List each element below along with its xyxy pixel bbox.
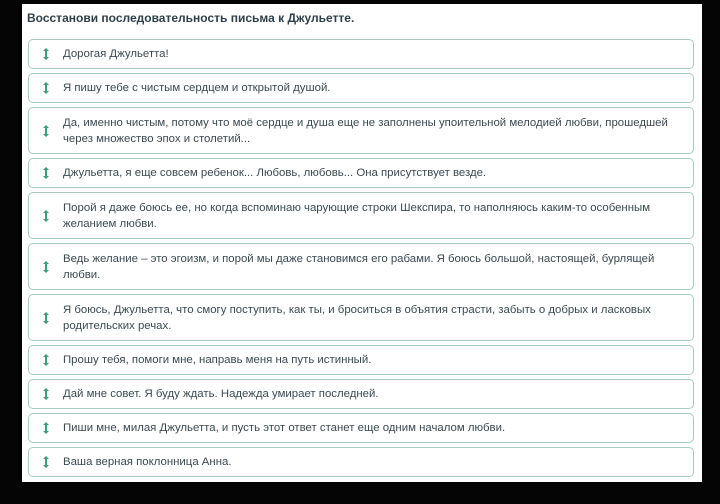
item-text: Дорогая Джульетта!: [63, 48, 169, 60]
drag-handle-icon[interactable]: [29, 311, 63, 325]
item-text: Ведь желание – это эгоизм, и порой мы даже становимся его рабами. Я боюсь большой, настоящей, бурлящей любви.: [63, 252, 655, 281]
list-item[interactable]: [28, 73, 694, 103]
drag-handle-icon[interactable]: [29, 260, 63, 274]
item-text: Пиши мне, милая Джульетта, и пусть этот ответ станет еще одним началом любви.: [63, 422, 506, 434]
list-item[interactable]: [28, 158, 694, 188]
list-item[interactable]: [28, 192, 694, 239]
list-item[interactable]: [28, 243, 694, 290]
drag-handle-icon[interactable]: [29, 124, 63, 138]
item-text: Да, именно чистым, потому что моё сердце и душа еще не заполнены упоительной мелодией любви, прошедшей через множество эпох и столетий...: [63, 116, 668, 145]
item-text: Прошу тебя, помоги мне, направь меня на путь истинный.: [63, 354, 372, 366]
item-text: Ваша верная поклонница Анна.: [63, 456, 232, 468]
list-item[interactable]: [28, 294, 694, 341]
list-item[interactable]: [28, 39, 694, 69]
item-text: Порой я даже боюсь ее, но когда вспоминаю чарующие строки Шекспира, то наполняюсь каким-то особенным желанием любви.: [63, 201, 651, 230]
drag-handle-icon[interactable]: [29, 166, 63, 180]
drag-handle-icon[interactable]: [29, 353, 63, 367]
list-item[interactable]: [28, 379, 694, 409]
drag-handle-icon[interactable]: [29, 47, 63, 61]
item-text: Я боюсь, Джульетта, что смогу поступить, как ты, и броситься в объятия страсти, забыть о добрых и ласковых родительских речах.: [63, 303, 651, 332]
list-item[interactable]: [28, 413, 694, 443]
drag-handle-icon[interactable]: [29, 387, 63, 401]
list-item[interactable]: [28, 107, 694, 154]
item-text: Джульетта, я еще совсем ребенок... Любовь, любовь... Она присутствует везде.: [63, 167, 487, 179]
drag-handle-icon[interactable]: [29, 455, 63, 469]
drag-handle-icon[interactable]: [29, 209, 63, 223]
item-text: Дай мне совет. Я буду ждать. Надежда умирает последней.: [63, 388, 379, 400]
drag-handle-icon[interactable]: [29, 421, 63, 435]
drag-handle-icon[interactable]: [29, 81, 63, 95]
list-item[interactable]: [28, 447, 694, 477]
item-text: Я пишу тебе с чистым сердцем и открытой душой.: [63, 82, 331, 94]
task-panel: [22, 4, 702, 482]
task-title: Восстанови последовательность письма к Джульетте.: [27, 11, 355, 25]
list-item[interactable]: [28, 345, 694, 375]
